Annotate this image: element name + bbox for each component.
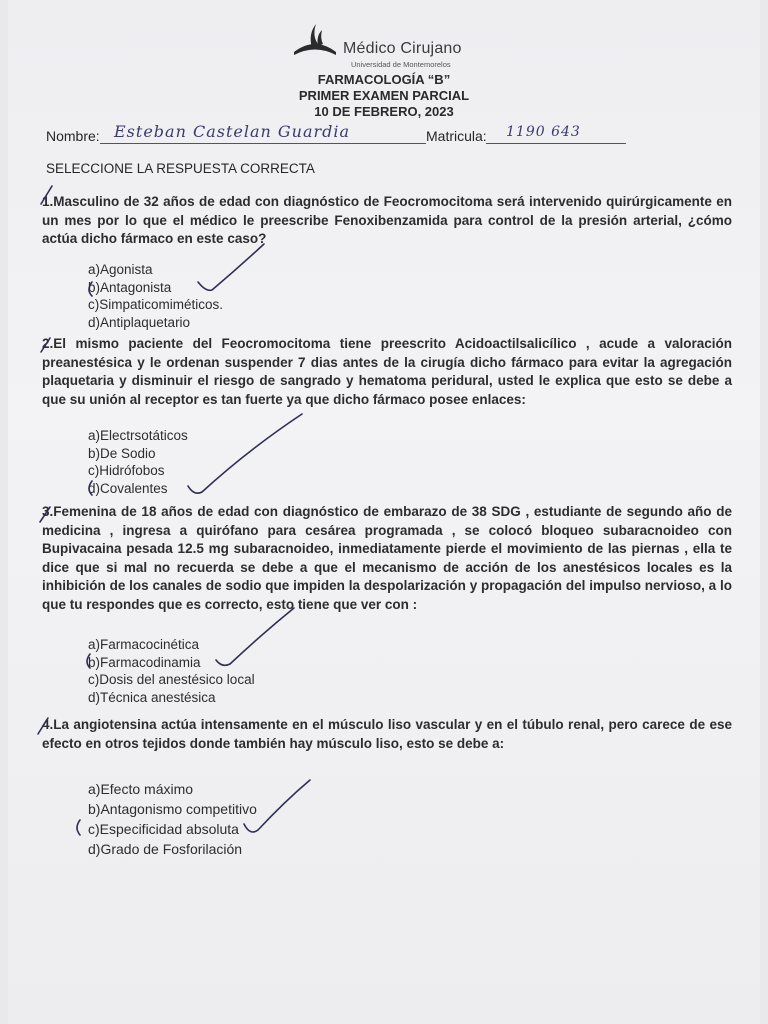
exam-title: PRIMER EXAMEN PARCIAL [298, 88, 470, 103]
question-1-text: 1.Masculino de 32 años de edad con diagnóstico de Feocromocitoma será intervenido quirúrgicamente en un mes por lo que el médico le preescribe Fenoxibenzamida para control de la presión arterial, ¿cómo actúa dicho fármaco en este caso? [42, 194, 732, 246]
option[interactable]: c)Hidrófobos [88, 463, 165, 478]
option-4c-mark-icon [77, 820, 80, 835]
student-name: Esteban Castelan Guardia [114, 122, 351, 141]
option[interactable]: c)Especificidad absoluta [88, 821, 239, 837]
question-2-check-icon [188, 414, 302, 493]
course-title: FARMACOLOGÍA “B” [317, 72, 451, 87]
option[interactable]: a)Electrsotáticos [88, 428, 188, 443]
option[interactable]: b)De Sodio [88, 445, 156, 461]
question-1-options [88, 261, 223, 331]
id-label: Matricula: [426, 128, 487, 144]
option[interactable]: d)Grado de Fosforilación [88, 841, 243, 857]
option[interactable]: b)Antagonista [88, 279, 172, 295]
option[interactable]: d)Técnica anestésica [88, 689, 216, 705]
option[interactable]: d)Antiplaquetario [88, 314, 191, 330]
student-id: 1190 643 [506, 124, 581, 140]
university-name: Universidad de Montemorelos [351, 60, 451, 69]
question-3-options [88, 636, 255, 706]
university-logo-icon [290, 22, 340, 58]
exam-sheet [8, 0, 760, 1024]
option[interactable]: d)Covalentes [88, 480, 168, 496]
brand-title: Médico Cirujano [343, 40, 462, 57]
name-label: Nombre: [46, 128, 100, 144]
option[interactable]: b)Antagonismo competitivo [88, 801, 257, 817]
question-2-options [88, 427, 188, 497]
question-4-text: 4.La angiotensina actúa intensamente en el músculo liso vascular y en el túbulo renal, pero carece de ese efecto en otros tejidos donde también hay músculo liso, esto se debe a: [42, 717, 732, 751]
question-3-text: 3.Femenina de 18 años de edad con diagnóstico de embarazo de 38 SDG , estudiante de segundo año de medicina , ingresa a quirófano para cesárea programada , se colocó bloqueo subaracnoideo con Bupivacaina pesada 12.5 mg subaracnoideo, inmediatamente pierde el movimiento de las piernas , ella te dice que si mal no recuerda se debe a que el mecanismo de acción de los anestésicos locales es la inhibición de los canales de sodio que impiden la despolarización y propagación del impulso nervioso, a lo que tu respondes que es correcto, esto tiene que ver con : [42, 504, 732, 612]
exam-date: 10 DE FEBRERO, 2023 [314, 104, 454, 119]
option[interactable]: c)Dosis del anestésico local [88, 672, 255, 687]
option[interactable]: a)Farmacocinética [88, 637, 200, 652]
option[interactable]: b)Farmacodinamia [88, 654, 201, 670]
option[interactable]: c)Simpaticomiméticos. [88, 297, 224, 312]
id-underline [486, 143, 626, 144]
instructions: SELECCIONE LA RESPUESTA CORRECTA [46, 161, 315, 176]
option[interactable]: a)Efecto máximo [88, 781, 194, 797]
question-2-text: 2.El mismo paciente del Feocromocitoma tiene preescrito Acidoactilsalicílico , acude a valoración preanestésica y le ordenan suspender 7 dias antes de la cirugía dicho fármaco para evitar la agregación plaquetaria y disminuir el riesgo de sangrado y hematoma peridural, usted le explica que esto se debe a que su unión al receptor es tan fuerte ya que dicho fármaco posee enlaces: [42, 336, 732, 407]
question-4-options [88, 779, 257, 859]
option[interactable]: a)Agonista [88, 262, 153, 277]
name-underline [100, 143, 426, 144]
